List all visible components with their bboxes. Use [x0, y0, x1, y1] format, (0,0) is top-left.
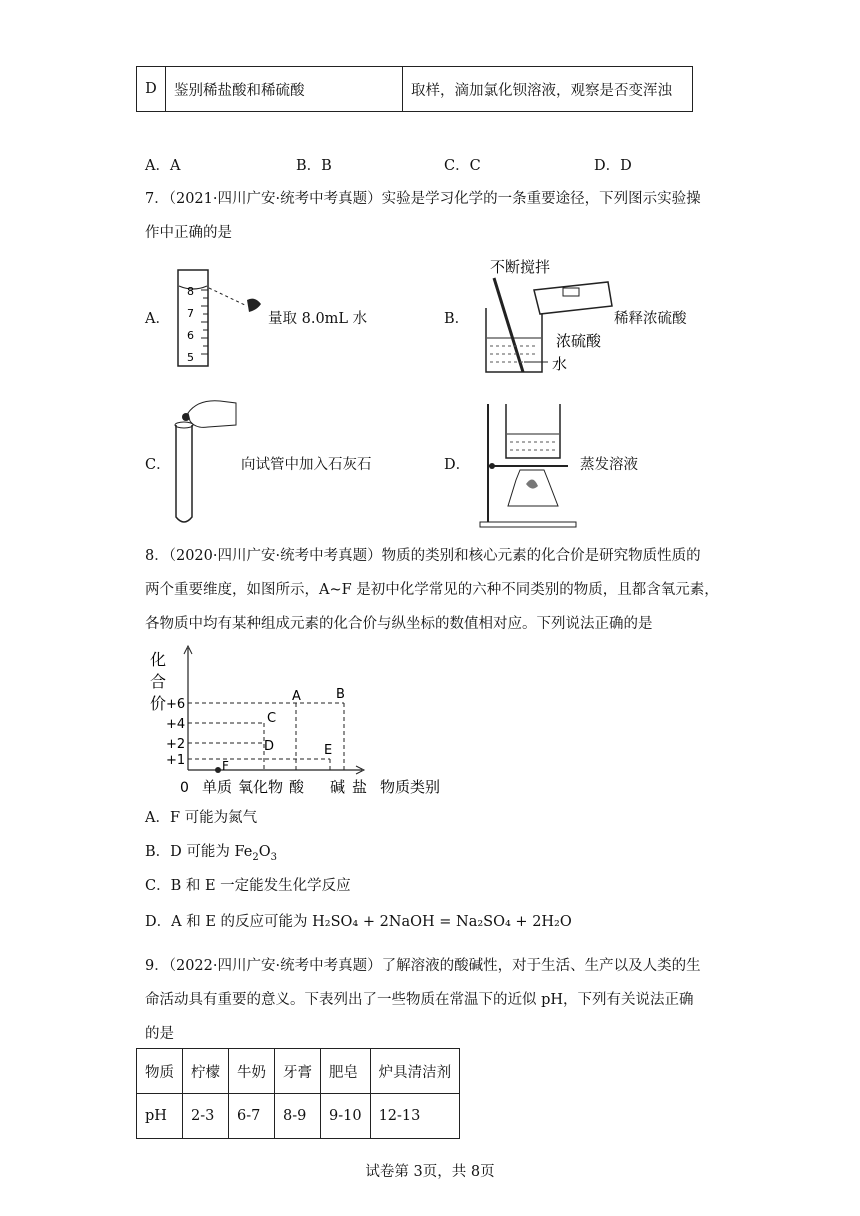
q7-a-label: A．: [145, 311, 170, 327]
point-label: C: [267, 711, 277, 726]
table-cell: 6-7: [229, 1094, 275, 1139]
ylabel-char: 价: [150, 694, 167, 713]
point-f-dot: [215, 767, 221, 773]
tick-label: 8: [187, 285, 194, 298]
ytick-label: +6: [166, 697, 186, 712]
table-header-cell: 牙膏: [275, 1049, 321, 1094]
ytick-label: +2: [166, 737, 186, 752]
origin-label: 0: [180, 780, 189, 796]
table-cell: 12-13: [370, 1094, 460, 1139]
table-header-cell: 肥皂: [321, 1049, 371, 1094]
ytick-label: +1: [166, 753, 186, 768]
table-cell: 8-9: [275, 1094, 321, 1139]
valence-chart: [140, 642, 440, 800]
table-cell: 2-3: [183, 1094, 229, 1139]
point-label: B: [336, 687, 345, 702]
table-cell: pH: [137, 1094, 183, 1139]
xtick-label: 氧化物: [238, 778, 284, 796]
page-footer: 试卷第 3页，共 8页: [365, 1164, 495, 1180]
xtick-label: 盐: [352, 778, 368, 796]
q8-option-c: C．B 和 E 一定能发生化学反应: [145, 878, 351, 894]
point-label: A: [292, 689, 301, 704]
table-row: [137, 67, 693, 112]
q7-a-caption: 量取 8.0mL 水: [268, 311, 368, 327]
q7-d-label: D．: [444, 457, 471, 473]
evaporation-figure: [478, 398, 578, 530]
water-label: 水: [552, 355, 568, 373]
option-c: C．C: [444, 158, 481, 174]
ylabel-char: 化: [150, 650, 167, 669]
table-cell: 鉴别稀盐酸和稀硫酸: [166, 67, 403, 112]
q8-stem-line2: 两个重要维度，如图所示，A~F 是初中化学常见的六种不同类别的物质，且都含氧元素，: [145, 582, 719, 598]
hand-icon: [188, 401, 236, 428]
q7-d-caption: 蒸发溶液: [580, 457, 638, 473]
table-header-cell: 柠檬: [183, 1049, 229, 1094]
table-row: [137, 1049, 460, 1094]
graduated-cylinder-figure: [165, 268, 275, 368]
point-label: E: [324, 743, 333, 758]
ph-table: [136, 1048, 460, 1139]
q8-stem-line3: 各物质中均有某种组成元素的化合价与纵坐标的数值相对应。下列说法正确的是: [145, 616, 653, 632]
option-b: B．B: [296, 158, 332, 174]
xlabel: 物质类别: [380, 778, 440, 796]
point-label: D: [264, 739, 275, 754]
table-header-cell: 炉具清洁剂: [370, 1049, 460, 1094]
table-cell: 9-10: [321, 1094, 371, 1139]
q7-stem-line1: 7．（2021·四川广安·统考中考真题）实验是学习化学的一条重要途径，下列图示实验操: [145, 191, 701, 207]
q8-option-a: A．F 可能为氮气: [145, 810, 258, 826]
option-d: D．D: [594, 158, 632, 174]
point-label: F: [222, 759, 229, 773]
xtick-label: 碱: [330, 778, 346, 796]
eye-icon: [247, 299, 261, 312]
q8-option-d: D．A 和 E 的反应可能为 H₂SO₄ + 2NaOH = Na₂SO₄ + 2H₂O: [145, 914, 572, 930]
q9-stem-line1: 9．（2022·四川广安·统考中考真题）了解溶液的酸碱性，对于生活、生产以及人类的生: [145, 958, 701, 974]
top-table: [136, 66, 693, 112]
xtick-label: 酸: [289, 778, 305, 796]
q7-b-label: B．: [444, 311, 470, 327]
xtick-label: 单质: [202, 778, 233, 796]
q7-c-caption: 向试管中加入石灰石: [241, 457, 372, 473]
q7-stem-line2: 作中正确的是: [145, 225, 232, 241]
q8-option-b: B．D 可能为 $Fe_2O_3$: [145, 844, 277, 863]
acid-label: 浓硫酸: [556, 332, 602, 350]
q7-c-label: C．: [145, 457, 171, 473]
tick-label: 7: [187, 307, 194, 320]
q8-stem-line1: 8．（2020·四川广安·统考中考真题）物质的类别和核心元素的化合价是研究物质性质的: [145, 548, 701, 564]
ytick-label: +4: [166, 717, 186, 732]
table-header-cell: 物质: [137, 1049, 183, 1094]
option-a: A．A: [145, 158, 181, 174]
q9-stem-line2: 命活动具有重要的意义。下表列出了一些物质在常温下的近似 pH，下列有关说法正确: [145, 992, 694, 1008]
table-cell: 取样，滴加氯化钡溶液，观察是否变浑浊: [403, 67, 693, 112]
tick-label: 6: [187, 329, 194, 342]
ylabel-char: 合: [150, 672, 167, 691]
stir-label: 不断搅拌: [490, 258, 551, 276]
tick-label: 5: [187, 351, 194, 364]
equation: H₂SO₄ + 2NaOH = Na₂SO₄ + 2H₂O: [312, 914, 572, 930]
q9-stem-line3: 的是: [145, 1026, 174, 1042]
q7-b-caption: 稀释浓硫酸: [614, 311, 687, 327]
test-tube-figure: [168, 395, 243, 527]
table-header-cell: 牛奶: [229, 1049, 275, 1094]
table-cell: D: [137, 67, 166, 112]
table-row: [137, 1094, 460, 1139]
dilute-acid-figure: [478, 254, 633, 379]
